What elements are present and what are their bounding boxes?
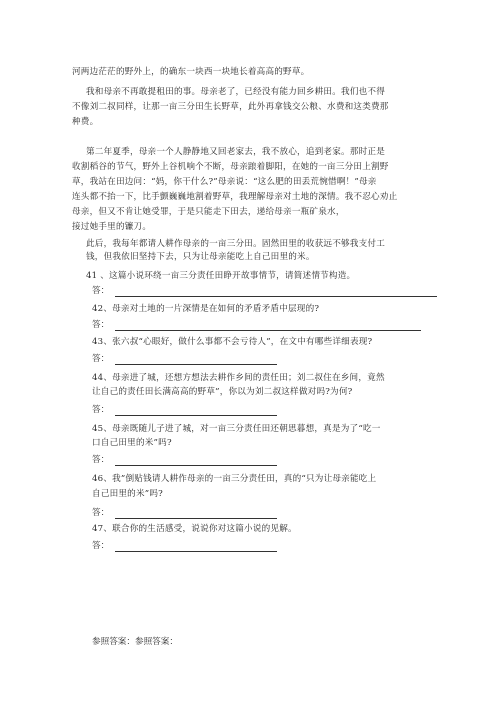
- answer-label: 答：: [92, 405, 110, 415]
- answer-label: 答：: [92, 286, 110, 296]
- story-line: 钱，但我依旧坚持下去，只为让母亲能吃上自己田里的米。: [86, 252, 315, 262]
- answer-line[interactable]: [115, 287, 437, 297]
- answer-row: [92, 319, 421, 331]
- story-line: 我和母亲不再敢提租田的事。母亲老了，已经没有能力回乡耕田。我们也不得: [86, 87, 385, 97]
- question-continued: 让自己的责任田长满高高的野草”，你以为刘二叔这样做对吗?为何?: [92, 387, 353, 397]
- answer-line[interactable]: [115, 355, 277, 365]
- story-line: 收割稻谷的节气，野外上谷机响个不断，母亲踉着脚阳，在她的一亩三分田上割野: [72, 162, 389, 172]
- story-line: 第二年夏季，母亲一个人静静地又回老家去，我不放心，追到老家。那时正是: [86, 147, 385, 157]
- story-line: 河两边茫茫的野外上，的确东一块西一块地长着高高的野草。: [72, 67, 310, 77]
- answer-label: 答：: [92, 541, 110, 551]
- answer-line[interactable]: [115, 406, 277, 416]
- answer-label: 答：: [92, 320, 110, 330]
- story-line: 种费。: [72, 117, 99, 127]
- question: 47、联合你的生活感受，说说你对这篇小说的见解。: [92, 524, 297, 534]
- story-line: 母亲，但又不肯让她受罪，于是只能走下田去，递给母亲一瓶矿泉水，: [72, 207, 345, 217]
- question: 43、张六叔“心眼好，做什么事都不会亏待人”，在文中有哪些详细表现?: [92, 337, 373, 347]
- answer-row: [92, 285, 437, 297]
- reference-answer-heading: 参照答案：参照答案：: [92, 637, 178, 647]
- answer-label: 答：: [92, 354, 110, 364]
- answer-row: [92, 353, 277, 365]
- question: 41 、这篇小说环绕一亩三分责任田睁开故事情节，请简述情节构造。: [86, 271, 356, 281]
- answer-line[interactable]: [115, 509, 277, 519]
- answer-label: 答：: [92, 508, 110, 518]
- answer-row: [92, 507, 277, 519]
- question: 46、我”倒贴钱请人耕作母亲的一亩三分责任田，真的“只为让母亲能吃上: [92, 474, 377, 484]
- story-line: 此后，我每年都请人耕作母亲的一亩三分田。固然田里的收获远不够我支付工: [86, 239, 385, 249]
- answer-row: [92, 454, 277, 466]
- answer-line[interactable]: [115, 456, 277, 466]
- question-continued: 自己田里的米”吗?: [92, 489, 163, 499]
- story-line: 不像刘二叔同样，让那一亩三分田生长野草，此外再拿钱交公粮、水费和这类费那: [72, 102, 389, 112]
- story-line: 接过她手里的镰刀。: [72, 222, 152, 232]
- question: 45、母亲既随儿子进了城，对一亩三分责任田还朝思暮想，真是为了“吃一: [92, 424, 381, 434]
- question: 44、母亲进了城，还想方想法去耕作乡间的责任田；刘二叔住在乡间，竟然: [92, 373, 385, 383]
- answer-row: [92, 540, 277, 552]
- answer-line[interactable]: [115, 542, 277, 552]
- question: 42、母亲对土地的一片深情是在如何的矛盾矛盾中层现的?: [92, 304, 320, 314]
- answer-label: 答：: [92, 455, 110, 465]
- answer-row: [92, 404, 277, 416]
- story-line: 连头都不抬一下，比手颤巍巍地割着野草，我理解母亲对土地的深情。我不忍心劝止: [72, 192, 398, 202]
- story-line: 草，我站在田边问：“妈，你干什么?”母亲说：“这么肥的田丢荒惋惜啊！”母亲: [72, 177, 377, 187]
- answer-line[interactable]: [115, 321, 421, 331]
- question-continued: 口自己田里的米”吗?: [92, 438, 172, 448]
